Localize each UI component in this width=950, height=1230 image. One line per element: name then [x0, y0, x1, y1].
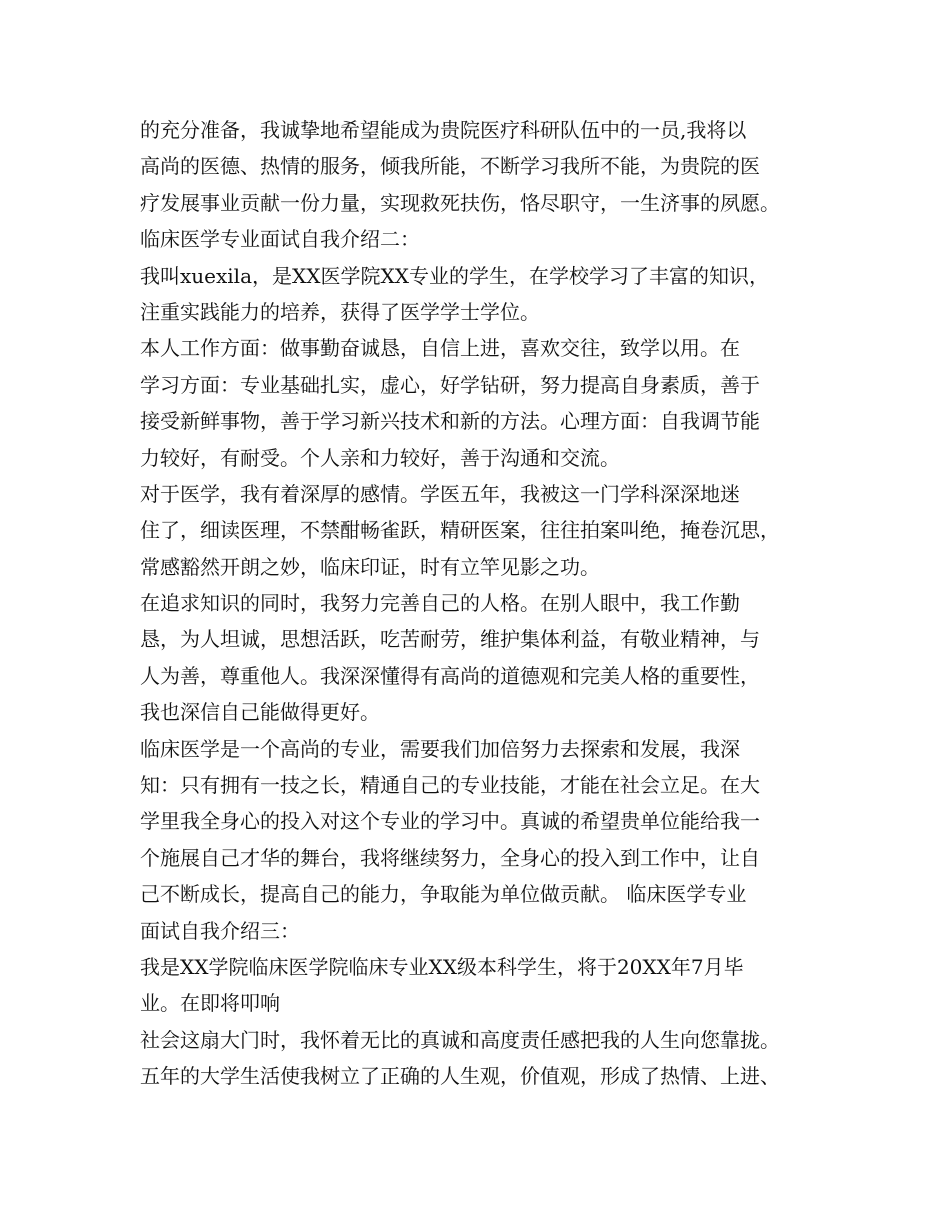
text-line: 社会这扇大门时，我怀着无比的真诚和高度责任感把我的人生向您靠拢。	[140, 1027, 780, 1052]
text-line: 人为善，尊重他人。我深深懂得有高尚的道德观和完美人格的重要性，	[140, 663, 760, 688]
text-line: 五年的大学生活使我树立了正确的人生观，价值观，形成了热情、上进、	[140, 1064, 780, 1089]
text-line: 知：只有拥有一技之长，精通自己的专业技能，才能在社会立足。在大	[140, 773, 760, 798]
text-line: 个施展自己才华的舞台，我将继续努力，全身心的投入到工作中，让自	[140, 845, 760, 870]
text-line: 学里我全身心的投入对这个专业的学习中。真诚的希望贵单位能给我一	[140, 809, 760, 834]
text-line: 本人工作方面：做事勤奋诚恳，自信上进，喜欢交往，致学以用。在	[140, 336, 740, 361]
section-heading: 临床医学专业面试自我介绍二：	[140, 227, 420, 252]
text-line: 高尚的医德、热情的服务，倾我所能，不断学习我所不能，为贵院的医	[140, 154, 760, 179]
text-line: 常感豁然开朗之妙，临床印证，时有立竿见影之功。	[140, 554, 600, 579]
text-line: 我也深信自己能做得更好。	[140, 700, 380, 725]
text-line: 疗发展事业贡献一份力量，实现救死扶伤，恪尽职守，一生济事的夙愿。	[140, 190, 780, 215]
text-line: 临床医学是一个高尚的专业，需要我们加倍努力去探索和发展，我深	[140, 736, 740, 761]
text-line: 住了，细读医理，不禁酣畅雀跃，精研医案，往往拍案叫绝，掩卷沉思，	[140, 518, 780, 543]
section-heading: 面试自我介绍三：	[140, 918, 300, 943]
text-line: 我是XX学院临床医学院临床专业XX级本科学生，将于20XX年7月毕	[140, 954, 744, 979]
text-line: 我叫xuexila，是XX医学院XX专业的学生，在学校学习了丰富的知识，	[140, 263, 769, 288]
text-line: 学习方面：专业基础扎实，虚心，好学钻研，努力提高自身素质，善于	[140, 372, 760, 397]
text-line: 对于医学，我有着深厚的感情。学医五年，我被这一门学科深深地迷	[140, 481, 740, 506]
text-line: 在追求知识的同时，我努力完善自己的人格。在别人眼中，我工作勤	[140, 591, 740, 616]
text-line: 注重实践能力的培养，获得了医学学士学位。	[140, 299, 540, 324]
text-line: 业。在即将叩响	[140, 991, 280, 1016]
text-line: 己不断成长，提高自己的能力，争取能为单位做贡献。 临床医学专业	[140, 882, 747, 907]
document-body	[140, 112, 830, 1095]
text-line: 的充分准备，我诚挚地希望能成为贵院医疗科研队伍中的一员,我将以	[140, 118, 747, 142]
text-line: 恳，为人坦诚，思想活跃，吃苦耐劳，维护集体利益，有敬业精神，与	[140, 627, 760, 652]
text-line: 力较好，有耐受。个人亲和力较好，善于沟通和交流。	[140, 445, 620, 470]
text-line: 接受新鲜事物，善于学习新兴技术和新的方法。心理方面：自我调节能	[140, 409, 760, 434]
